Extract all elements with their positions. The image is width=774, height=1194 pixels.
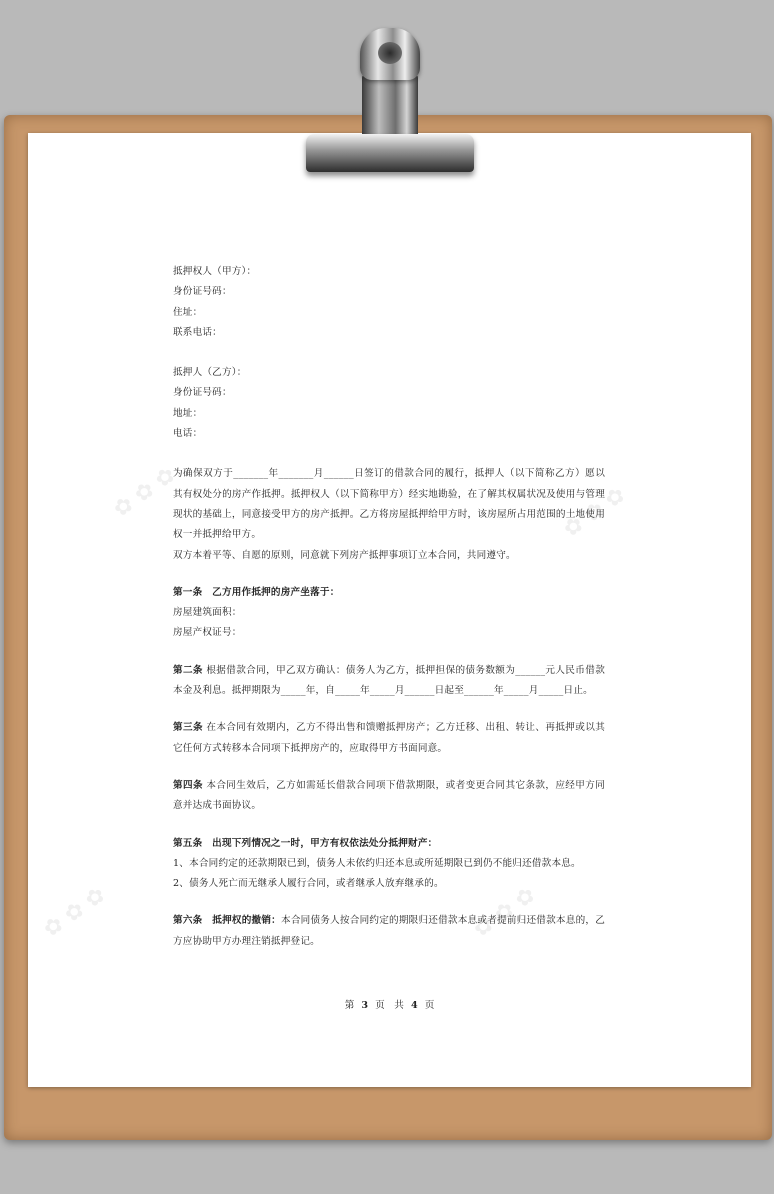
article-1-heading: 第一条 乙方用作抵押的房产坐落于： xyxy=(173,586,340,598)
page-footer xyxy=(28,997,751,1011)
article-4-heading: 第四条 xyxy=(173,779,203,791)
article-2-heading: 第二条 xyxy=(173,664,203,676)
article-3 xyxy=(173,718,605,759)
party-a-address: 住址： xyxy=(173,306,203,318)
article-6-heading: 第六条 抵押权的撤销： xyxy=(173,915,282,927)
party-a-title: 抵押权人（甲方）： xyxy=(173,266,257,277)
watermark-icon: ✿ ✿ ✿ xyxy=(39,882,111,943)
binder-clip-icon xyxy=(300,22,480,182)
party-b-phone: 电话： xyxy=(173,428,203,440)
article-1-line: 房屋建筑面积： xyxy=(173,607,242,619)
footer-suffix: 页 xyxy=(424,1000,435,1011)
article-3-heading: 第三条 xyxy=(173,722,203,734)
party-a-id: 身份证号码： xyxy=(173,286,232,298)
article-5-heading: 第五条 出现下列情况之一时，甲方有权依法处分抵押财产： xyxy=(173,837,438,849)
party-b-address: 地址： xyxy=(173,407,203,419)
article-3-text: 在本合同有效期内，乙方不得出售和馈赠抵押房产；乙方迁移、出租、转让、再抵押或以其它任何方式转移本合同项下抵押房产的，应取得甲方书面同意。 xyxy=(173,722,606,754)
footer-middle: 页 共 xyxy=(375,1000,404,1011)
watermark-icon: ✿ ✿ ✿ xyxy=(559,482,631,543)
article-2-text: 根据借款合同，甲乙双方确认：债务人为乙方，抵押担保的债务数额为______元人民币借款本金及利息。抵押期限为_____年，自_____年_____月______日起至______年_____月_____日止。 xyxy=(173,664,605,697)
article-6 xyxy=(173,911,605,952)
watermark-icon: ✿ ✿ ✿ xyxy=(469,882,541,943)
footer-page-number: 3 xyxy=(361,1000,369,1011)
article-1-line: 房屋产权证号： xyxy=(173,627,242,639)
intro-paragraph-2: 双方本着平等、自愿的原则，同意就下列房产抵押事项订立本合同，共同遵守。 xyxy=(173,549,516,561)
party-b-id: 身份证号码： xyxy=(173,387,232,399)
intro-paragraph: 为确保双方于_______年_______月______日签订的借款合同的履行，抵押人（以下简称乙方）愿以其有权处分的房产作抵押。抵押权人（以下简称甲方）经实地勘验，在了解其权属状况及使用与管理现状的基础上，同意接受甲方的房产抵押。乙方将房屋抵押给甲方时，该房屋所占用范围的土地使用权一并抵押给甲方。 xyxy=(173,468,605,541)
party-b-title: 抵押人（乙方）： xyxy=(173,367,247,379)
article-4 xyxy=(173,776,605,817)
party-a-phone: 联系电话： xyxy=(173,326,222,338)
footer-total-pages: 4 xyxy=(410,1000,418,1011)
watermark-icon: ✿ ✿ ✿ xyxy=(109,462,181,523)
article-5-line: 2、债务人死亡而无继承人履行合同，或者继承人放弃继承的。 xyxy=(173,878,444,890)
article-2 xyxy=(173,661,605,702)
contract-body xyxy=(173,262,605,952)
article-4-text: 本合同生效后，乙方如需延长借款合同项下借款期限，或者变更合同其它条款，应经甲方同意并达成书面协议。 xyxy=(173,779,606,812)
article-6-text: 本合同债务人按合同约定的期限归还借款本息或者提前归还借款本息的，乙方应协助甲方办理注销抵押登记。 xyxy=(173,915,605,947)
article-5-line: 1、本合同约定的还款期限已到，债务人未依约归还本息或所延期限已到仍不能归还借款本息。 xyxy=(173,857,581,869)
footer-prefix: 第 xyxy=(344,1000,355,1011)
